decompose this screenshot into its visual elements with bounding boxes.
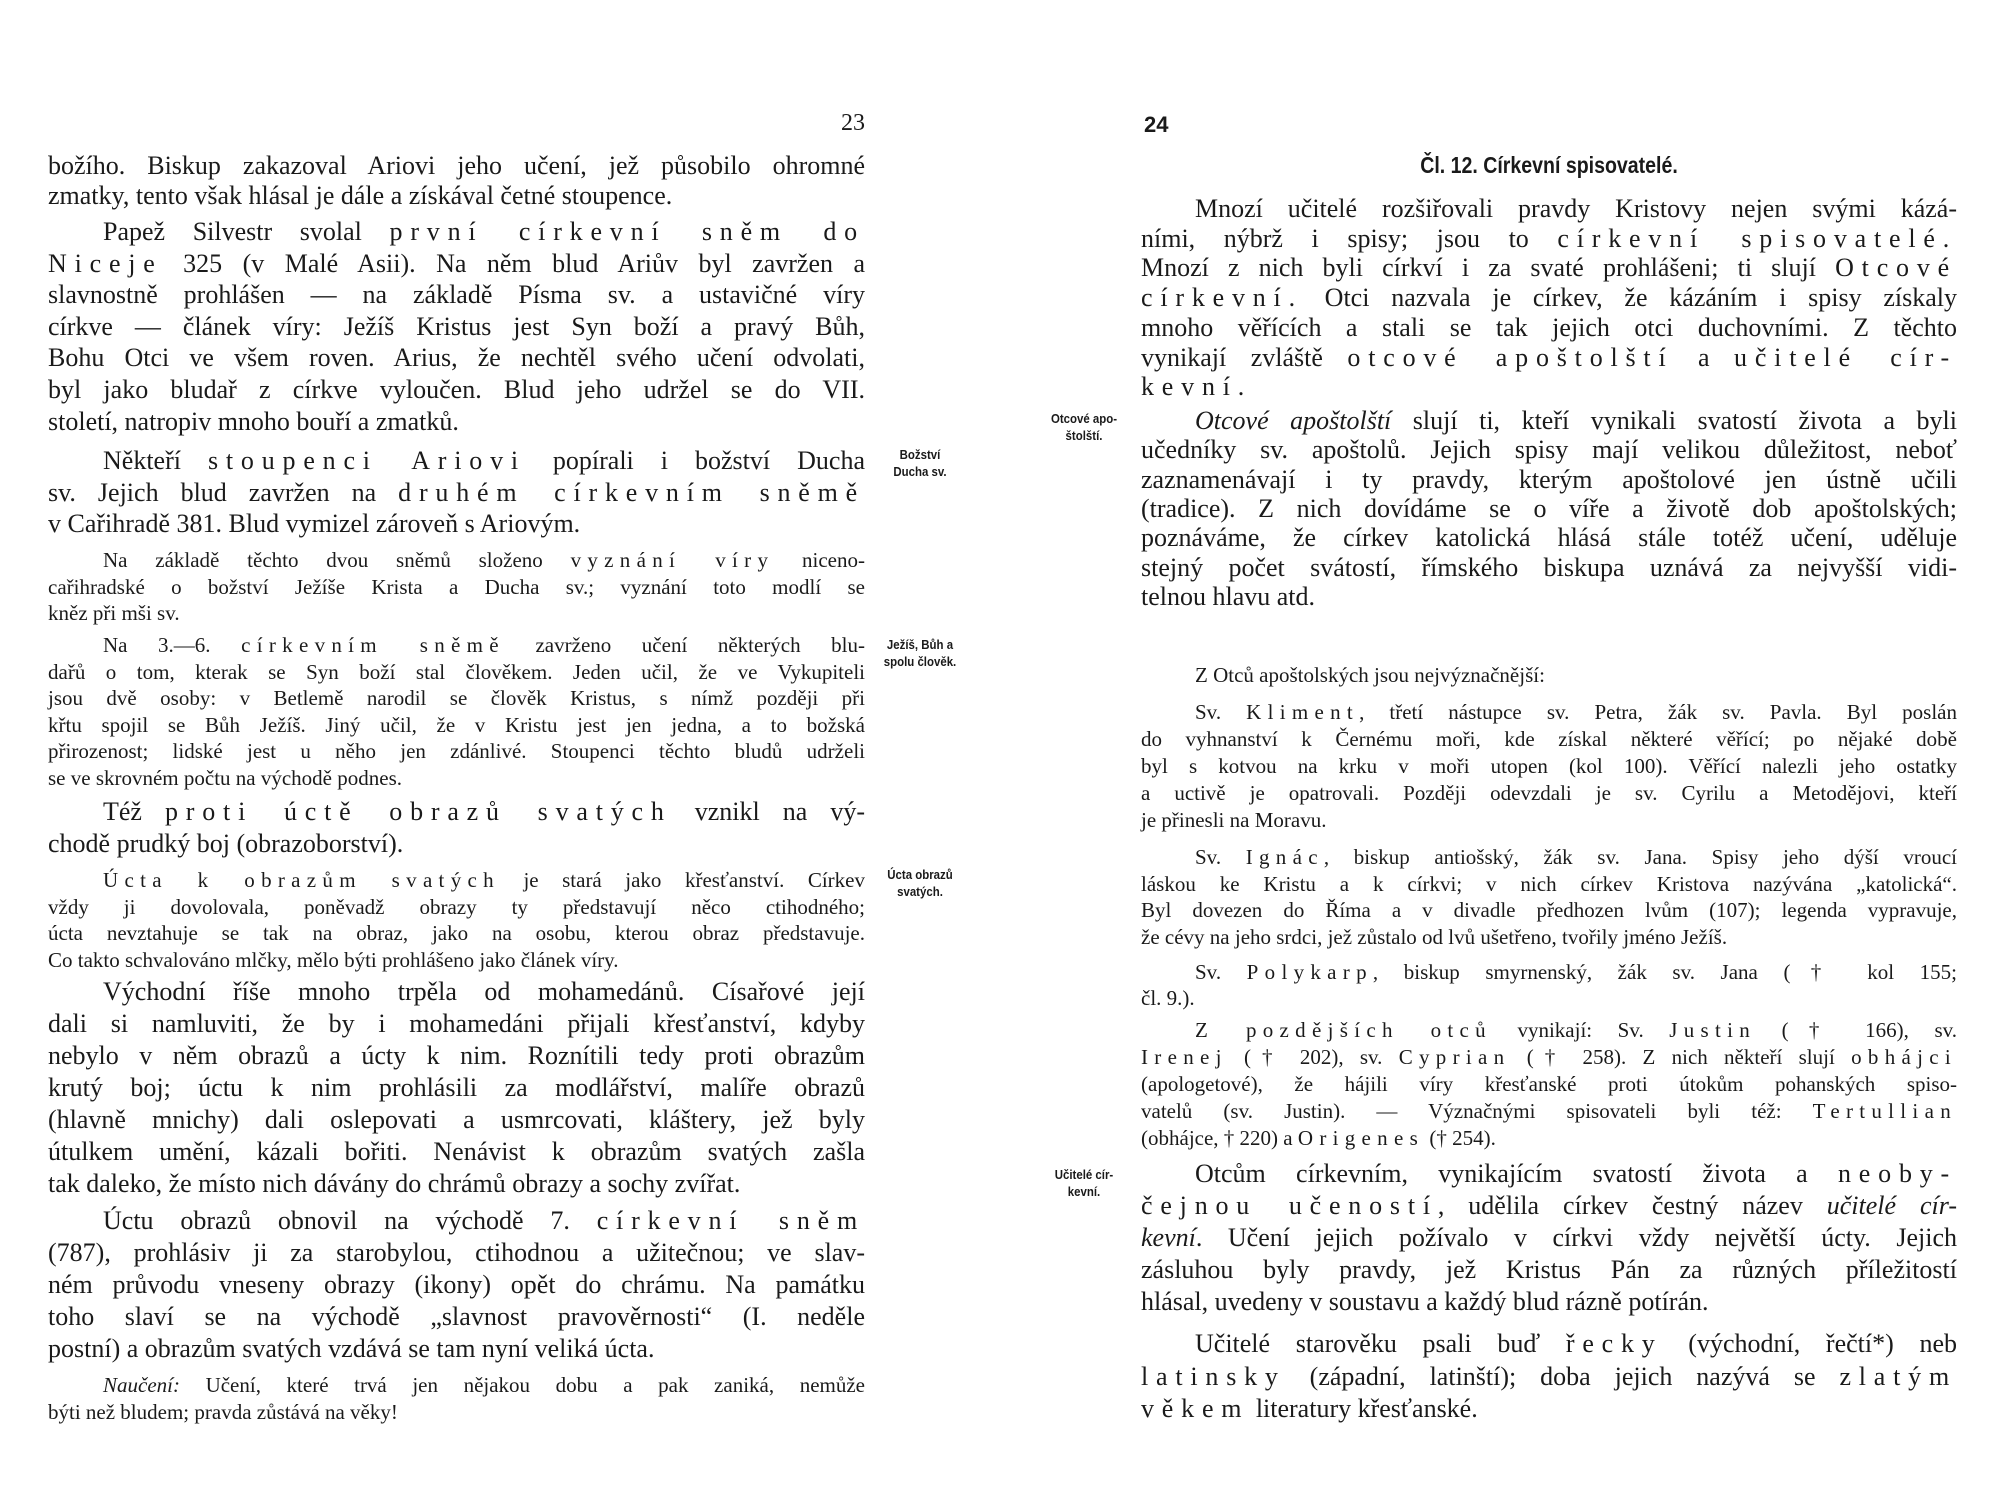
italic-text: Otcové apoštolští [1195,406,1392,435]
text-line [103,1206,865,1236]
text-segment: († 254). [1424,1126,1496,1150]
text-line: Byl dovezen do Říma a v divadle předhozen lvům (107); legenda vypravuje, [1141,898,1957,922]
text-line [1141,1362,1957,1392]
text-segment: Sv. [1195,700,1247,724]
margin-note [1042,1166,1126,1200]
text-line: postní) a obrazům svatých vzdává se tam nyní veliká úcta. [48,1334,655,1363]
margin-note-line: Otcové apo- [1050,411,1118,426]
text-line: chodě prudký boj (obrazoborství). [48,829,404,858]
text-line: zásluhou byly pravdy, jež Kristus Pán za různých příležitostí [1141,1255,1957,1284]
text-line: (apologetové), že hájili víry křesťanské proti útokům pohanských spiso- [1141,1072,1957,1096]
text-line [103,446,865,476]
text-line [1195,1159,1957,1189]
text-line: dařů o tom, kterak se Syn boží stal člověkem. Jeden učil, že ve Vykupiteli [48,660,865,684]
text-line [1195,699,1957,725]
emphasized-text: Polykarp [1246,960,1373,984]
margin-note [878,446,962,480]
emphasized-text: řecky [1565,1329,1663,1358]
text-line: přirozenost; lidské jest u něho jen zdánlivé. Stoupenci těchto bludů udrželi [48,739,865,763]
text-line [1141,224,1957,254]
text-segment: ními, nýbrž i spisy; jsou to [1141,224,1558,253]
text-line [1195,1017,1957,1043]
text-segment: (východní, řečtí*) neb [1662,1329,1958,1358]
text-line [1141,1191,1957,1221]
text-line [103,547,865,573]
emphasized-text: stoupenci Ariovi [207,446,526,475]
text-line: (hlavně mnichy) dali oslepovati a usmrcovati, kláštery, jež byly [48,1105,865,1134]
margin-note-line: Úcta obrazů [887,867,953,882]
text-line: útulkem umění, kázali bořiti. Nenávist k obrazům svatých zašla [48,1137,865,1166]
text-line: je přinesli na Moravu. [1141,808,1327,832]
text-line: do vyhnanství k Černému moři, kde získal některé věřící; po nějaké době [1141,727,1957,751]
text-line: zmatky, tento však hlásal je dále a získával četné stoupence. [48,181,673,210]
emphasized-text: církevní. [1141,283,1303,312]
emphasized-text: Otcové [1835,253,1957,282]
text-line: mnoho věřících a stali se tak jejich otci duchovními. Z těchto [1141,313,1957,342]
text-segment: Na 3.—6. [103,633,242,657]
page-number: 23 [841,110,865,136]
text-segment: Na základě těchto dvou sněmů složeno [103,548,571,572]
text-segment: († 166), sv. [1756,1018,1957,1042]
text-segment: Někteří [103,446,208,475]
emphasized-text: neoby- [1838,1159,1957,1188]
emphasized-text: první církevní sněm do [389,217,865,246]
emphasized-text: vyznání víry [570,548,775,572]
text-line: úcta nevztahuje se tak na obraz, jako na osobu, kterou obraz představuje. [48,921,865,945]
italic-text: učitelé cír- [1826,1191,1958,1220]
italic-text: Naučení: [103,1373,180,1397]
margin-note-line: Božství [899,447,941,462]
text-line: (787), prohlásiv ji za starobylou, ctihodnou a užitečnou; ve slav- [48,1238,865,1267]
text-line: nebylo v něm obrazů a úcty k nim. Roznítili tedy proti obrazům [48,1041,865,1070]
text-line: Východní říše mnoho trpěla od mohamedánů. Císařové její [103,977,865,1006]
text-line [1195,1329,1957,1359]
margin-note-line: spolu člověk. [883,654,957,669]
text-line: poznáváme, že církev katolická hlásá stále totéž učení, uděluje [1141,523,1957,552]
text-segment: Sv. [1195,845,1246,869]
text-line: ném průvodu vneseny obrazy (ikony) opět do chrámu. Na památku [48,1270,865,1299]
text-line: hlásal, uvedeny v soustavu a každý blud rázně potírán. [1141,1287,1709,1316]
text-line: křtu spojil se Bůh Ježíš. Jiný učil, že v Kristu jest jen jedna, a to božská [48,713,865,737]
emphasized-text: učitelé cír- [1734,343,1957,372]
emphasized-text: církevní spisovatelé. [1557,224,1958,253]
emphasized-text: Z pozdějších otců [1195,1018,1492,1042]
text-line: byl jako bludař z církve vyloučen. Blud jeho udržel se do VII. [48,375,865,404]
text-segment: († 202), sv. [1227,1045,1399,1069]
text-line [1195,959,1957,985]
emphasized-text: obhájci [1851,1045,1958,1069]
margin-note [878,866,962,900]
text-line [1141,372,1957,402]
text-line: zaznamenávají i ty pravdy, kterým apoštolové jen ústně učili [1141,465,1957,494]
text-segment: , biskup antiošský, žák sv. Jana. Spisy jeho dýší vroucí [1323,845,1957,869]
text-line [1141,1125,1957,1151]
text-segment: (západní, latinští); doba jejich nazývá se [1285,1362,1840,1391]
emphasized-text: věkem [1141,1394,1250,1423]
text-segment: slují ti, kteří vynikali svatostí života a byli [1391,406,1957,435]
margin-note-line: svatých. [897,884,943,899]
text-line: učedníky sv. apoštolů. Jejich spisy mají velikou důležitost, neboť [1141,435,1957,464]
italic-text: kevní [1141,1223,1196,1252]
text-line [103,867,865,893]
emphasized-text: zlatým [1839,1362,1957,1391]
text-line [1195,406,1957,436]
text-line: Mnozí učitelé rozšiřovali pravdy Kristovy nejen svými kázá- [1195,194,1957,223]
emphasized-text: proti úctě obrazů svatých [165,797,672,826]
text-segment: je stará jako křesťanství. Církev [499,868,865,892]
text-segment: vatelů (sv. Justin). — Význačnými spisovateli byli též: [1141,1099,1813,1123]
text-segment: (obhájce, † 220) a [1141,1126,1298,1150]
emphasized-text: Tertullian [1812,1099,1957,1123]
emphasized-text: Origenes [1297,1126,1425,1150]
emphasized-text: církevním sněmě [241,633,505,657]
text-line: jsou dvě osoby: v Betlemě narodil se člověk Kristus, s nímž později při [48,686,865,710]
text-line: Co takto schvalováno mlčky, mělo býti prohlášeno jako článek víry. [48,948,619,972]
text-segment: literatury křesťanské. [1249,1394,1478,1423]
text-segment: († 258). Z nich někteří slují [1510,1045,1852,1069]
text-line: (tradice). Z nich dovídáme se o víře a životě dob apoštolských; [1141,494,1957,523]
text-segment: Otcům církevním, vynikajícím svatostí života a [1195,1159,1838,1188]
text-line [1195,844,1957,870]
text-line: telnou hlavu atd. [1141,582,1316,611]
text-line: že cévy na jeho srdci, jež zůstalo od lvů ušetřeno, tvořily jméno Ježíš. [1141,925,1728,949]
text-segment: vznikl na vý- [671,797,865,826]
chapter-heading: Čl. 12. Církevní spisovatelé. [1420,152,1678,178]
text-segment: Též [103,797,165,826]
text-segment: Mnozí z nich byli církví i za svaté prohlášeni; ti slují [1141,253,1836,282]
text-line: láskou ke Kristu a k církvi; v nich církev Kristova nazývána „katolická“. [1141,872,1957,896]
emphasized-text: Ignác [1245,845,1324,869]
text-line [103,1372,865,1398]
text-segment: , udělila církev čestný název [1437,1191,1827,1220]
text-line: dali si namluviti, že by i mohamedáni přijali křesťanství, kdyby [48,1009,865,1038]
text-segment: Učitelé starověku psali buď [1195,1329,1566,1358]
text-segment: 325 (v Malé Asii). Na něm blud Ariův byl zavržen a [162,249,865,278]
text-line: stejný počet svátostí, římského biskupa uznává za nejvyšší vidi- [1141,553,1957,582]
margin-note-line: Ducha sv. [893,464,947,479]
text-line: a uctivě je opatrovali. Později odevzdali je sv. Cyrilu a Metodějovi, kteří [1141,781,1957,805]
text-line: Z Otců apoštolských jsou nejvýznačnější: [1195,663,1545,687]
text-segment: a [1673,343,1735,372]
text-segment: zavrženo učení některých blu- [504,633,865,657]
text-segment: Otci nazvala je církev, že kázáním i spisy získaly [1302,283,1957,312]
text-line [1141,253,1957,283]
text-segment: vynikají zvláště [1141,343,1348,372]
text-line [103,797,865,827]
emphasized-text: Irenej [1141,1045,1228,1069]
emphasized-text: Justin [1669,1018,1757,1042]
text-line: toho slaví se na východě „slavnost pravověrnosti“ (I. neděle [48,1302,865,1331]
emphasized-text: církevní sněm [596,1206,865,1235]
text-line: se ve skrovném počtu na východě podnes. [48,766,402,790]
text-line [1141,1394,1957,1424]
margin-note-line: Ježíš, Bůh a [886,637,954,652]
text-line [48,249,865,279]
text-line: vždy ji dovolovala, poněvadž obrazy ty představují něco ctihodného; [48,895,865,919]
emphasized-text: latinsky [1141,1362,1286,1391]
text-line: cařihradské o božství Ježíše Krista a Ducha sv.; vyznání toto modlí se [48,575,865,599]
text-line: kněz při mši sv. [48,601,180,625]
text-line: božího. Biskup zakazoval Ariovi jeho učení, jež působilo ohromné [48,151,865,180]
text-segment: , biskup smyrnenský, žák sv. Jana († kol 155; [1372,960,1957,984]
margin-note-line: Učitelé cír- [1054,1167,1114,1182]
text-line [1141,1223,1957,1253]
text-line [1141,343,1957,373]
text-segment: , třetí nástupce sv. Petra, žák sv. Pavla. Byl poslán [1359,700,1957,724]
text-line: církve — článek víry: Ježíš Kristus jest Syn boží a pravý Bůh, [48,312,865,341]
text-line: byl s kotvou na krku v moři utopen (kol 100). Věřící nalezli jeho ostatky [1141,754,1957,778]
emphasized-text: Cyprian [1398,1045,1511,1069]
emphasized-text: otcové apoštolští [1347,343,1674,372]
emphasized-text: Úcta k obrazům svatých [103,868,500,892]
text-line [48,478,865,508]
text-line [103,632,865,658]
text-segment: Sv. [1195,960,1247,984]
emphasized-text: Kliment [1246,700,1360,724]
text-segment: vynikají: Sv. [1491,1018,1670,1042]
emphasized-text: čejnou učeností [1141,1191,1438,1220]
text-segment: Učení, které trvá jen nějakou dobu a pak zaniká, nemůže [179,1373,865,1397]
page-number: 24 [1144,112,1169,137]
emphasized-text: Niceje [48,249,163,278]
text-line: krutý boj; úctu k nim prohlásili za modlářství, malíře obrazů [48,1073,865,1102]
text-line: slavnostně prohlášen — na základě Písma sv. a ustavičné víry [48,280,865,309]
right-page [996,0,1992,1500]
text-line [1141,1044,1957,1070]
text-line [103,217,865,247]
emphasized-text: kevní. [1141,372,1253,401]
text-segment: niceno- [774,548,865,572]
text-line [1141,1098,1957,1124]
text-line: tak daleko, že místo nich dávány do chrámů obrazy a sochy zvířat. [48,1169,741,1198]
text-segment: Papež Silvestr svolal [103,217,390,246]
text-segment: . Učení jejich požívalo v církvi vždy největší úcty. Jejich [1195,1223,1957,1252]
text-segment: popírali i božství Ducha [525,446,865,475]
margin-note-line: kevní. [1067,1184,1101,1199]
margin-note [1042,410,1126,444]
text-line: Bohu Otci ve všem roven. Arius, že nechtěl svého učení odvolati, [48,343,865,372]
text-line: v Cařihradě 381. Blud vymizel zároveň s Ariovým. [48,509,581,538]
text-line [1141,283,1957,313]
margin-note [878,636,962,670]
margin-note-line: štolští. [1065,428,1103,443]
text-line: čl. 9.). [1141,986,1195,1010]
text-line: býti než bludem; pravda zůstává na věky! [48,1400,398,1424]
text-line: století, natropiv mnoho bouří a zmatků. [48,407,459,436]
text-segment: Úctu obrazů obnovil na východě 7. [103,1206,597,1235]
emphasized-text: druhém církevním sněmě [398,478,865,507]
text-segment: sv. Jejich blud zavržen na [48,478,399,507]
